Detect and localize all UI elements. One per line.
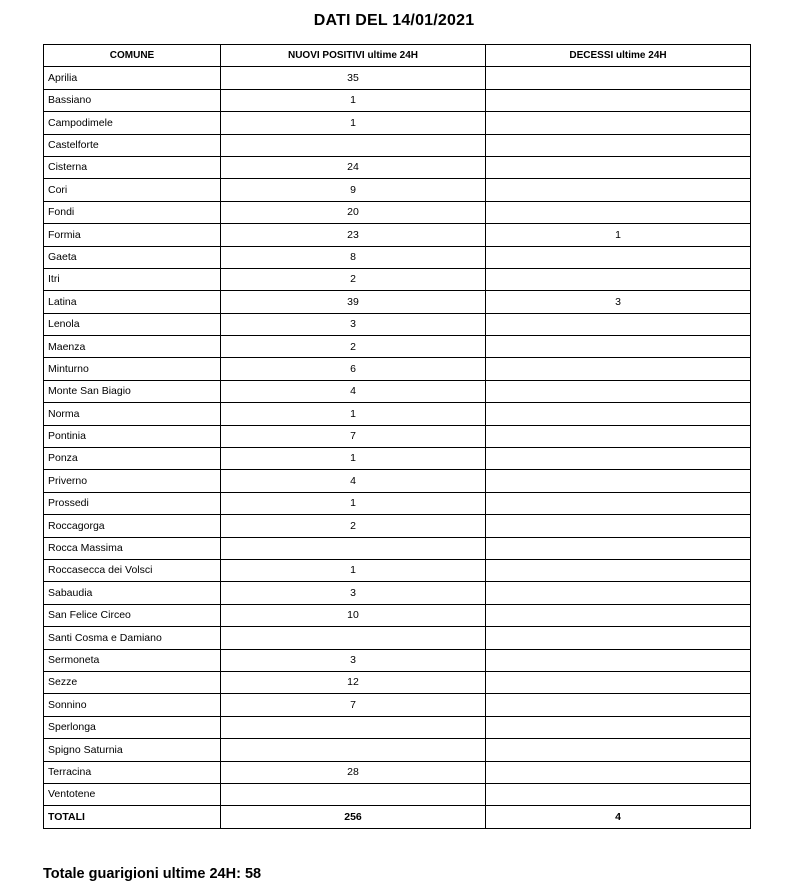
cell-comune: Itri <box>44 268 221 290</box>
totals-decessi: 4 <box>486 806 751 828</box>
cell-nuovi-positivi: 12 <box>221 671 486 693</box>
cell-decessi <box>486 89 751 111</box>
cell-comune: Sonnino <box>44 694 221 716</box>
table-row <box>44 336 751 358</box>
cell-nuovi-positivi: 2 <box>221 268 486 290</box>
cell-decessi <box>486 403 751 425</box>
cell-decessi <box>486 448 751 470</box>
cell-comune: Roccasecca dei Volsci <box>44 559 221 581</box>
cell-comune: Pontinia <box>44 425 221 447</box>
cell-nuovi-positivi: 7 <box>221 694 486 716</box>
table-row <box>44 582 751 604</box>
table-row <box>44 291 751 313</box>
cell-nuovi-positivi: 4 <box>221 470 486 492</box>
table-body <box>44 67 751 806</box>
cell-comune: Maenza <box>44 336 221 358</box>
cell-nuovi-positivi: 9 <box>221 179 486 201</box>
cell-decessi <box>486 582 751 604</box>
cell-decessi <box>486 783 751 805</box>
cell-decessi <box>486 380 751 402</box>
table-row <box>44 89 751 111</box>
cell-decessi <box>486 716 751 738</box>
cell-nuovi-positivi: 2 <box>221 336 486 358</box>
cell-comune: Sezze <box>44 671 221 693</box>
cell-decessi <box>486 559 751 581</box>
table-row <box>44 448 751 470</box>
page-title: DATI DEL 14/01/2021 <box>313 12 475 29</box>
cell-decessi <box>486 336 751 358</box>
table-row <box>44 604 751 626</box>
table-row <box>44 716 751 738</box>
cell-comune: Campodimele <box>44 112 221 134</box>
cell-comune: Ventotene <box>44 783 221 805</box>
table-row <box>44 67 751 89</box>
table-header-row <box>44 45 751 67</box>
cell-comune: Santi Cosma e Damiano <box>44 627 221 649</box>
table-row <box>44 694 751 716</box>
cell-comune: Bassiano <box>44 89 221 111</box>
cell-nuovi-positivi <box>221 716 486 738</box>
cell-nuovi-positivi <box>221 739 486 761</box>
cell-comune: Lenola <box>44 313 221 335</box>
table-row <box>44 671 751 693</box>
cell-decessi <box>486 268 751 290</box>
cell-decessi <box>486 537 751 559</box>
cell-decessi <box>486 156 751 178</box>
cell-comune: Castelforte <box>44 134 221 156</box>
table-row <box>44 224 751 246</box>
cell-decessi <box>486 761 751 783</box>
cell-comune: Cori <box>44 179 221 201</box>
cell-decessi <box>486 671 751 693</box>
cell-decessi <box>486 515 751 537</box>
table-row <box>44 470 751 492</box>
cell-nuovi-positivi: 7 <box>221 425 486 447</box>
table-row <box>44 403 751 425</box>
totals-row <box>44 806 751 828</box>
cell-comune: Latina <box>44 291 221 313</box>
cell-comune: Minturno <box>44 358 221 380</box>
cell-comune: Roccagorga <box>44 515 221 537</box>
header-decessi: DECESSI ultime 24H <box>486 45 751 67</box>
table-row <box>44 649 751 671</box>
cell-nuovi-positivi: 1 <box>221 559 486 581</box>
cell-nuovi-positivi: 23 <box>221 224 486 246</box>
header-comune: COMUNE <box>44 45 221 67</box>
cell-nuovi-positivi: 8 <box>221 246 486 268</box>
cell-nuovi-positivi: 2 <box>221 515 486 537</box>
cell-comune: Terracina <box>44 761 221 783</box>
cell-nuovi-positivi: 4 <box>221 380 486 402</box>
cell-decessi <box>486 134 751 156</box>
cell-decessi <box>486 739 751 761</box>
cell-decessi <box>486 313 751 335</box>
recoveries-summary: Totale guarigioni ultime 24H: 58 <box>43 866 262 882</box>
table-row <box>44 380 751 402</box>
cell-decessi: 1 <box>486 224 751 246</box>
cell-nuovi-positivi: 28 <box>221 761 486 783</box>
cell-comune: Sabaudia <box>44 582 221 604</box>
table-row <box>44 112 751 134</box>
totals-nuovi-positivi: 256 <box>221 806 486 828</box>
cell-nuovi-positivi: 20 <box>221 201 486 223</box>
table-row <box>44 313 751 335</box>
table-row <box>44 156 751 178</box>
totals-label: TOTALI <box>44 806 221 828</box>
cell-nuovi-positivi: 1 <box>221 448 486 470</box>
covid-data-table <box>43 44 751 829</box>
cell-nuovi-positivi <box>221 783 486 805</box>
cell-decessi <box>486 470 751 492</box>
table-row <box>44 134 751 156</box>
cell-nuovi-positivi <box>221 537 486 559</box>
table-row <box>44 246 751 268</box>
cell-decessi <box>486 694 751 716</box>
cell-decessi <box>486 627 751 649</box>
table-row <box>44 201 751 223</box>
cell-comune: Aprilia <box>44 67 221 89</box>
cell-decessi <box>486 604 751 626</box>
cell-decessi <box>486 492 751 514</box>
table-row <box>44 425 751 447</box>
cell-decessi <box>486 425 751 447</box>
cell-nuovi-positivi: 10 <box>221 604 486 626</box>
cell-comune: Sermoneta <box>44 649 221 671</box>
cell-comune: Norma <box>44 403 221 425</box>
cell-comune: Fondi <box>44 201 221 223</box>
cell-comune: Formia <box>44 224 221 246</box>
cell-comune: Spigno Saturnia <box>44 739 221 761</box>
cell-decessi <box>486 649 751 671</box>
cell-comune: Monte San Biagio <box>44 380 221 402</box>
table-row <box>44 761 751 783</box>
cell-decessi <box>486 112 751 134</box>
cell-comune: Sperlonga <box>44 716 221 738</box>
cell-nuovi-positivi: 35 <box>221 67 486 89</box>
cell-decessi: 3 <box>486 291 751 313</box>
cell-nuovi-positivi <box>221 627 486 649</box>
table-row <box>44 627 751 649</box>
table-row <box>44 515 751 537</box>
cell-comune: Priverno <box>44 470 221 492</box>
cell-decessi <box>486 201 751 223</box>
cell-decessi <box>486 246 751 268</box>
cell-decessi <box>486 179 751 201</box>
cell-nuovi-positivi: 1 <box>221 492 486 514</box>
cell-nuovi-positivi: 1 <box>221 89 486 111</box>
table-row <box>44 492 751 514</box>
cell-nuovi-positivi: 39 <box>221 291 486 313</box>
table-row <box>44 537 751 559</box>
cell-nuovi-positivi: 1 <box>221 112 486 134</box>
cell-decessi <box>486 358 751 380</box>
cell-comune: Rocca Massima <box>44 537 221 559</box>
cell-nuovi-positivi: 3 <box>221 313 486 335</box>
table-row <box>44 179 751 201</box>
table-row <box>44 358 751 380</box>
table-row <box>44 559 751 581</box>
table-row <box>44 783 751 805</box>
cell-comune: San Felice Circeo <box>44 604 221 626</box>
cell-nuovi-positivi: 3 <box>221 649 486 671</box>
table-row <box>44 268 751 290</box>
cell-comune: Gaeta <box>44 246 221 268</box>
cell-nuovi-positivi: 24 <box>221 156 486 178</box>
cell-nuovi-positivi: 6 <box>221 358 486 380</box>
cell-decessi <box>486 67 751 89</box>
header-nuovi-positivi: NUOVI POSITIVI ultime 24H <box>221 45 486 67</box>
cell-comune: Prossedi <box>44 492 221 514</box>
cell-comune: Cisterna <box>44 156 221 178</box>
cell-nuovi-positivi: 3 <box>221 582 486 604</box>
cell-nuovi-positivi <box>221 134 486 156</box>
cell-nuovi-positivi: 1 <box>221 403 486 425</box>
table-row <box>44 739 751 761</box>
cell-comune: Ponza <box>44 448 221 470</box>
